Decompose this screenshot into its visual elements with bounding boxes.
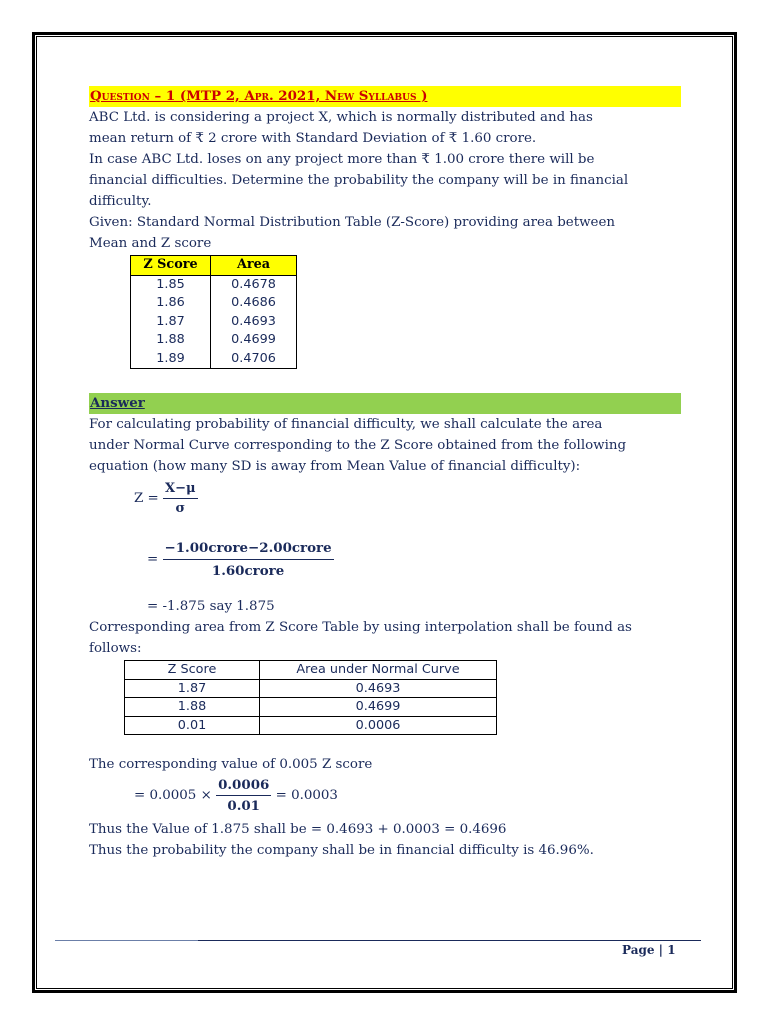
table-header: Area	[211, 256, 297, 276]
conclusion-line: Thus the probability the company shall be in financial difficulty is 46.96%.	[89, 843, 594, 858]
equation-interpolation	[134, 775, 681, 819]
answer-line: follows:	[89, 641, 142, 656]
fraction	[216, 775, 271, 816]
fraction-denominator: σ	[175, 501, 186, 516]
table-row	[131, 350, 297, 369]
conclusion-line: Thus the Value of 1.875 shall be = 0.4693 + 0.0003 = 0.4696	[89, 822, 507, 837]
question-title: Question – 1 (MTP 2, Apr. 2021, New Syllabus )	[89, 86, 681, 107]
answer-line: For calculating probability of financial difficulty, we shall calculate the area	[89, 417, 603, 432]
equation-lhs: =	[147, 552, 159, 567]
table-header: Z Score	[131, 256, 211, 276]
question-line: mean return of ₹ 2 crore with Standard Deviation of ₹ 1.60 crore.	[89, 131, 537, 146]
table-cell: 1.87	[131, 313, 211, 332]
equation-z-formula	[134, 479, 681, 523]
footer-divider	[55, 940, 198, 941]
table-row	[125, 698, 497, 717]
question-line: In case ABC Ltd. loses on any project more than ₹ 1.00 crore there will be	[89, 152, 595, 167]
fraction	[163, 479, 198, 518]
question-line: financial difficulties. Determine the probability the company will be in financial	[89, 173, 629, 188]
table-cell: 1.85	[131, 275, 211, 294]
answer-text	[89, 414, 681, 477]
table-cell: 1.89	[131, 350, 211, 369]
z-score-table	[130, 255, 297, 369]
question-line: ABC Ltd. is considering a project X, which is normally distributed and has	[89, 110, 593, 125]
table-cell: 0.4699	[211, 331, 297, 350]
fraction-denominator: 1.60crore	[211, 563, 285, 579]
equation-rhs: = 0.0003	[275, 788, 338, 803]
table-row	[131, 275, 297, 294]
interpolation-text	[89, 617, 681, 659]
table-cell: 0.0006	[260, 716, 497, 735]
question-line: difficulty.	[89, 194, 152, 209]
table-row	[125, 679, 497, 698]
table-cell: 0.4706	[211, 350, 297, 369]
table-cell: 0.4693	[211, 313, 297, 332]
fraction	[163, 537, 334, 582]
equation-lhs: Z =	[134, 491, 159, 506]
fraction-denominator: 0.01	[227, 798, 261, 814]
table-cell: 1.88	[125, 698, 260, 717]
page-number: Page | 1	[622, 943, 676, 957]
fraction-numerator: 0.0006	[216, 775, 271, 796]
interpolation-table	[124, 660, 497, 735]
table-row	[131, 313, 297, 332]
conclusion-line: The corresponding value of 0.005 Z score	[89, 757, 373, 772]
answer-line: equation (how many SD is away from Mean Value of financial difficulty):	[89, 459, 581, 474]
table-cell: 0.4693	[260, 679, 497, 698]
table-cell: 0.4699	[260, 698, 497, 717]
table-row	[125, 716, 497, 735]
equation-lhs: = 0.0005 ×	[134, 788, 212, 803]
table-row	[131, 331, 297, 350]
table-cell: 1.87	[125, 679, 260, 698]
table-cell: 1.88	[131, 331, 211, 350]
table-cell: 0.4678	[211, 275, 297, 294]
table-cell: 0.4686	[211, 294, 297, 313]
table-row	[131, 294, 297, 313]
fraction-numerator: X−μ	[163, 479, 198, 499]
footer-divider	[198, 940, 701, 941]
table-header: Area under Normal Curve	[260, 661, 497, 680]
table-header: Z Score	[125, 661, 260, 680]
answer-line: under Normal Curve corresponding to the Z Score obtained from the following	[89, 438, 627, 453]
question-text	[89, 107, 681, 254]
table-cell: 0.01	[125, 716, 260, 735]
question-line: Mean and Z score	[89, 236, 212, 251]
question-line: Given: Standard Normal Distribution Table (Z-Score) providing area between	[89, 215, 616, 230]
page-content	[89, 86, 681, 861]
fraction-numerator: −1.00crore−2.00crore	[163, 537, 334, 560]
equation-result: = -1.875 say 1.875	[147, 599, 275, 614]
answer-title: Answer	[89, 393, 681, 414]
answer-line: Corresponding area from Z Score Table by using interpolation shall be found as	[89, 620, 632, 635]
equation-substitution	[147, 537, 681, 585]
table-cell: 1.86	[131, 294, 211, 313]
